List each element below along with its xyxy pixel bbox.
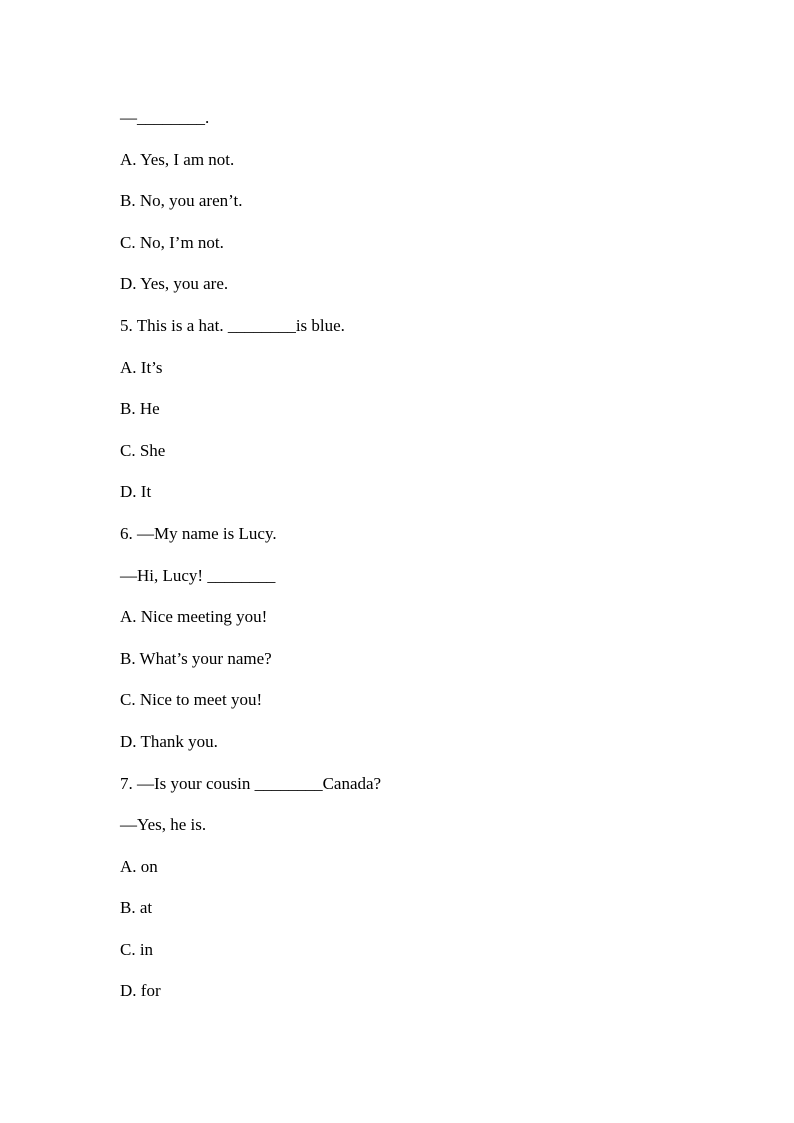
- question-6-prompt: 6. —My name is Lucy.: [120, 523, 277, 543]
- q6-option-a: A. Nice meeting you!: [120, 607, 268, 627]
- q6-option-c: C. Nice to meet you!: [120, 690, 263, 710]
- q7-option-a: A. on: [120, 856, 158, 876]
- q5-option-a: A. It’s: [120, 357, 163, 377]
- q5-option-d: D. It: [120, 482, 152, 502]
- q5-option-b: B. He: [120, 399, 160, 419]
- question-content: [120, 106, 680, 1021]
- question-6-reply: —Hi, Lucy! ________: [120, 565, 276, 585]
- q7-option-c: C. in: [120, 939, 154, 959]
- q7-option-d: D. for: [120, 981, 161, 1001]
- q7-option-b: B. at: [120, 898, 153, 918]
- q4-option-a: A. Yes, I am not.: [120, 149, 235, 169]
- question-7-reply: —Yes, he is.: [120, 815, 207, 835]
- q4-option-d: D. Yes, you are.: [120, 274, 229, 294]
- answer-blank-line: —________.: [120, 108, 210, 127]
- q5-option-c: C. She: [120, 440, 166, 460]
- q6-option-b: B. What’s your name?: [120, 648, 272, 668]
- question-7-prompt: 7. —Is your cousin ________Canada?: [120, 773, 382, 793]
- q4-option-b: B. No, you aren’t.: [120, 191, 243, 211]
- q6-option-d: D. Thank you.: [120, 731, 218, 751]
- question-5: 5. This is a hat. ________is blue.: [120, 315, 345, 335]
- q4-option-c: C. No, I’m not.: [120, 232, 224, 252]
